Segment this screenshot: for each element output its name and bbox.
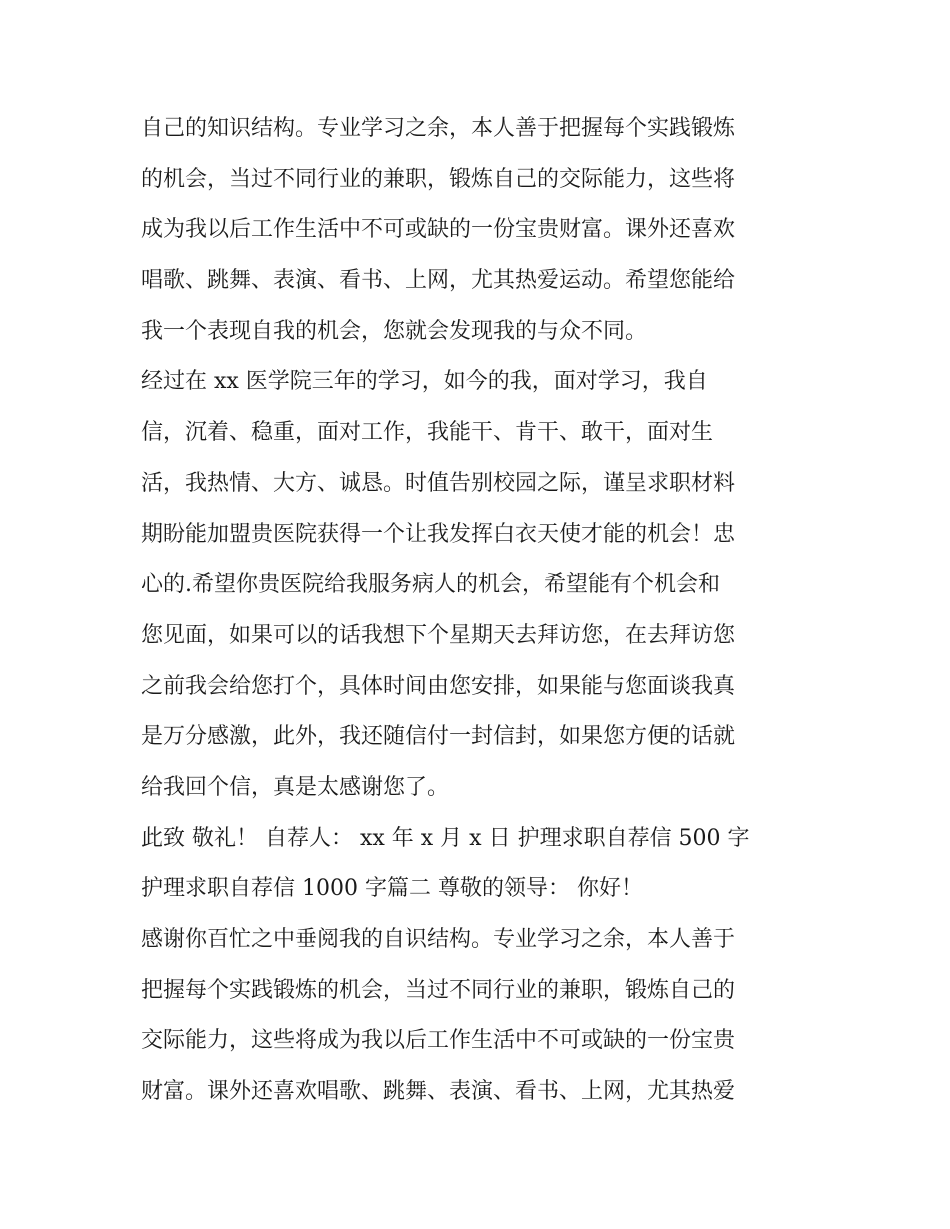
text-line: 心的.希望你贵医院给我服务病人的机会，希望能有个机会和 [141,572,720,598]
text-line: 您见面，如果可以的话我想下个星期天去拜访您，在去拜访您 [141,622,736,648]
text-line: 经过在 xx 医学院三年的学习，如今的我，面对学习，我自 [141,369,708,395]
text-line: 此致 敬礼！ 自荐人： xx 年 x 月 x 日 护理求职自荐信 500 字 [141,825,750,851]
text-line: 感谢你百忙之中垂阅我的自识结构。专业学习之余，本人善于 [141,927,736,952]
text-line: 我一个表现自我的机会，您就会发现我的与众不同。 [141,318,648,344]
text-line: 是万分感激，此外，我还随信付一封信封，如果您方便的话就 [141,724,736,750]
text-line: 唱歌、跳舞、表演、看书、上网，尤其热爱运动。希望您能给 [141,268,736,294]
text-line: 自己的知识结构。专业学习之余，本人善于把握每个实践锻炼 [141,116,736,141]
text-line: 活，我热情、大方、诚恳。时值告别校园之际，谨呈求职材料 [141,470,736,496]
text-line: 期盼能加盟贵医院获得一个让我发挥白衣天使才能的机会！忠 [141,521,736,547]
text-line: 交际能力，这些将成为我以后工作生活中不可或缺的一份宝贵 [141,1028,736,1054]
text-line: 把握每个实践锻炼的机会，当过不同行业的兼职，锻炼自己的 [141,977,736,1003]
text-line: 给我回个信，真是太感谢您了。 [141,774,450,800]
text-line: 护理求职自荐信 1000 字篇二 尊敬的领导： 你好！ [141,876,643,902]
text-line: 财富。课外还喜欢唱歌、跳舞、表演、看书、上网，尤其热爱 [141,1079,736,1105]
text-line: 成为我以后工作生活中不可或缺的一份宝贵财富。课外还喜欢 [141,217,736,243]
text-line: 信，沉着、稳重，面对工作，我能干、肯干、敢干，面对生 [141,420,714,446]
body-text [141,104,821,1118]
text-line: 之前我会给您打个，具体时间由您安排，如果能与您面谈我真 [141,673,736,699]
text-line: 的机会，当过不同行业的兼职，锻炼自己的交际能力，这些将 [141,166,736,192]
